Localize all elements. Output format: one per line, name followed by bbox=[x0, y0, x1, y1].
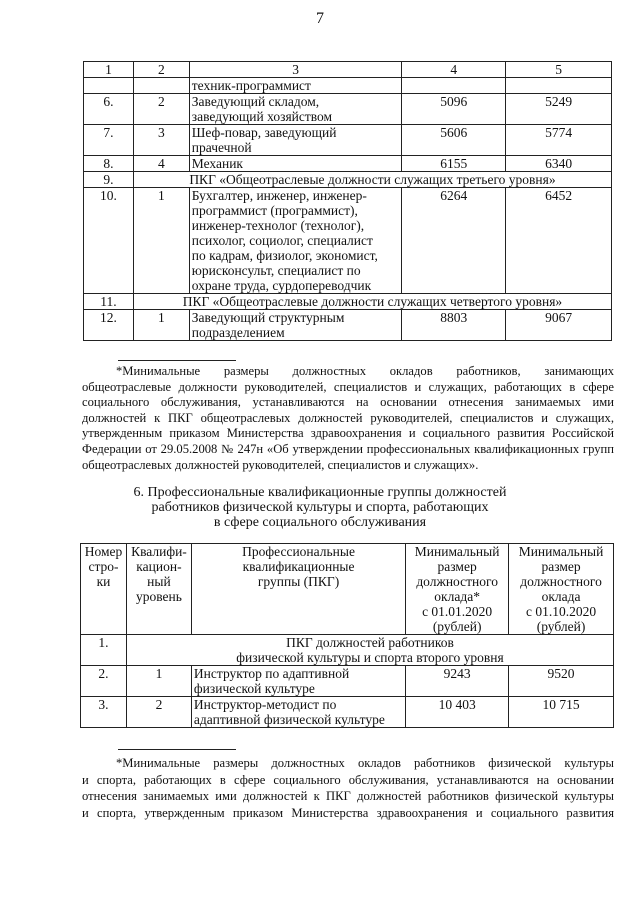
position-name: техник-программист bbox=[189, 78, 402, 94]
salary-2020-01 bbox=[402, 78, 506, 94]
qual-level: 1 bbox=[126, 666, 191, 697]
salary-2020-01: 9243 bbox=[406, 666, 509, 697]
salary-2020-10: 6340 bbox=[506, 156, 612, 172]
row-number: 11. bbox=[84, 294, 134, 310]
salary-2020-10: 10 715 bbox=[509, 697, 614, 728]
footnote-rule bbox=[118, 360, 236, 361]
group-row bbox=[81, 635, 614, 666]
row-number bbox=[84, 78, 134, 94]
salary-2020-10 bbox=[506, 78, 612, 94]
salary-2020-01: 8803 bbox=[402, 310, 506, 341]
qual-level: 3 bbox=[133, 125, 189, 156]
group-label: ПКГ должностей работников физической культуры и спорта второго уровня bbox=[126, 635, 613, 666]
salary-2020-10: 9067 bbox=[506, 310, 612, 341]
header-cell: 5 bbox=[506, 62, 612, 78]
table-row bbox=[84, 188, 612, 294]
table-row bbox=[84, 310, 612, 341]
header-cell: 3 bbox=[189, 62, 402, 78]
salary-2020-10: 5249 bbox=[506, 94, 612, 125]
table-row bbox=[84, 78, 612, 94]
salary-table-sport bbox=[80, 543, 614, 728]
row-number: 2. bbox=[81, 666, 127, 697]
position-name: Бухгалтер, инженер, инженер- программист (программист), инженер-технолог (технолог), психолог, социолог, специалист по кадрам, физиолог, экономист, юрисконсульт, специалист по охране труда, сурдопереводчик bbox=[189, 188, 402, 294]
table-header-row bbox=[81, 544, 614, 635]
table-row bbox=[84, 94, 612, 125]
salary-2020-10: 9520 bbox=[509, 666, 614, 697]
position-name: Шеф-повар, заведующий прачечной bbox=[189, 125, 402, 156]
qual-level: 2 bbox=[126, 697, 191, 728]
salary-2020-01: 10 403 bbox=[406, 697, 509, 728]
row-number: 12. bbox=[84, 310, 134, 341]
row-number: 6. bbox=[84, 94, 134, 125]
qual-level: 4 bbox=[133, 156, 189, 172]
position-name: Механик bbox=[189, 156, 402, 172]
salary-2020-10: 6452 bbox=[506, 188, 612, 294]
position-name: Заведующий складом, заведующий хозяйством bbox=[189, 94, 402, 125]
row-number: 1. bbox=[81, 635, 127, 666]
row-number: 8. bbox=[84, 156, 134, 172]
header-salary-2020-10: Минимальный размер должностного оклада с 01.10.2020 (рублей) bbox=[509, 544, 614, 635]
salary-2020-01: 6264 bbox=[402, 188, 506, 294]
salary-table-general bbox=[83, 61, 612, 341]
table-row bbox=[84, 156, 612, 172]
row-number: 9. bbox=[84, 172, 134, 188]
header-cell: 2 bbox=[133, 62, 189, 78]
page-number: 7 bbox=[316, 10, 324, 27]
row-number: 3. bbox=[81, 697, 127, 728]
table-row bbox=[81, 666, 614, 697]
qual-level: 1 bbox=[133, 310, 189, 341]
row-number: 10. bbox=[84, 188, 134, 294]
header-pkg: Профессиональные квалификационные группы (ПКГ) bbox=[191, 544, 405, 635]
header-cell: 1 bbox=[84, 62, 134, 78]
qual-level: 1 bbox=[133, 188, 189, 294]
qual-level: 2 bbox=[133, 94, 189, 125]
position-name: Инструктор по адаптивной физической культуре bbox=[191, 666, 405, 697]
header-qual-level: Квалифи- кацион- ный уровень bbox=[126, 544, 191, 635]
salary-2020-01: 5096 bbox=[402, 94, 506, 125]
table-row bbox=[81, 697, 614, 728]
group-row bbox=[84, 172, 612, 188]
salary-2020-10: 5774 bbox=[506, 125, 612, 156]
header-row-number: Номер стро- ки bbox=[81, 544, 127, 635]
footnote-sport: *Минимальные размеры должностных окладов работников физической культуры и спорта, работающих в сфере социального обслуживания, устанавливаются на основании отнесения занимаемых ими должностей к ПКГ должностей работников физической культуры и спорта, утвержденным приказом Министерства здравоохранения и социального развития bbox=[82, 756, 614, 820]
position-name: Инструктор-методист по адаптивной физической культуре bbox=[191, 697, 405, 728]
table-header-row bbox=[84, 62, 612, 78]
salary-2020-01: 6155 bbox=[402, 156, 506, 172]
group-label: ПКГ «Общеотраслевые должности служащих четвертого уровня» bbox=[133, 294, 611, 310]
position-name: Заведующий структурным подразделением bbox=[189, 310, 402, 341]
footnote-general: *Минимальные размеры должностных окладов работников, занимающих общеотраслевые должности руководителей, специалистов и служащих, работающих в сфере социального обслуживания, устанавливаются на основании отнесения занимаемых ими должностей к ПКГ общеотраслевых должностей руководителей, специалистов и служащих, утвержденным приказом Министерства здравоохранения и социального развития Российской Федерации от 29.05.2008 № 247н «Об утверждении профессиональных квалификационных групп общеотраслевых должностей руководителей, специалистов и служащих». bbox=[82, 364, 614, 472]
salary-2020-01: 5606 bbox=[402, 125, 506, 156]
group-label: ПКГ «Общеотраслевые должности служащих третьего уровня» bbox=[133, 172, 611, 188]
header-cell: 4 bbox=[402, 62, 506, 78]
footnote-rule bbox=[118, 749, 236, 750]
table-row bbox=[84, 125, 612, 156]
section-title: 6. Профессиональные квалификационные группы должностей работников физической культуры и спорта, работающих в сфере социального обслуживания bbox=[133, 485, 507, 530]
row-number: 7. bbox=[84, 125, 134, 156]
group-row bbox=[84, 294, 612, 310]
header-salary-2020-01: Минимальный размер должностного оклада* с 01.01.2020 (рублей) bbox=[406, 544, 509, 635]
qual-level bbox=[133, 78, 189, 94]
